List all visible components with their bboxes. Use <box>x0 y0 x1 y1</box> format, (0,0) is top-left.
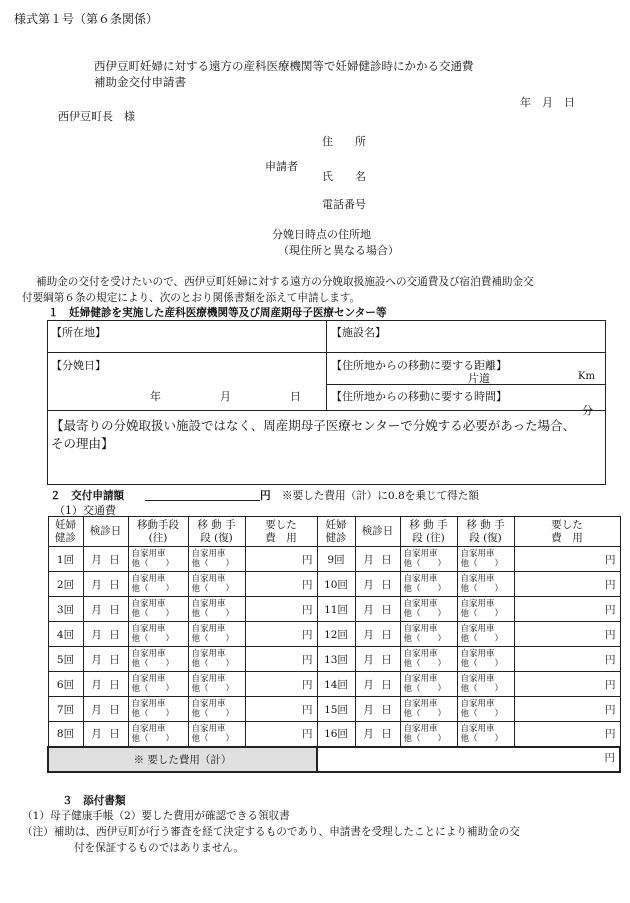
table-row <box>48 572 620 597</box>
mode-return-cell-right[interactable]: 自家用車 他（ ） <box>457 647 514 672</box>
header-cost-right: 要した 費 用 <box>514 517 620 547</box>
minutes-unit[interactable]: 分 <box>582 404 593 417</box>
addressee: 西伊豆町長 様 <box>58 110 135 123</box>
header-mode-out: 移動手段 (往) <box>128 517 188 547</box>
cost-cell-right[interactable]: 円 <box>514 597 620 622</box>
header-date: 検診日 <box>83 517 128 547</box>
table-row <box>48 722 620 747</box>
mode-out-cell-right[interactable]: 自家用車 他（ ） <box>400 547 457 572</box>
header-mode-return-right: 移 動 手 段 (復) <box>457 517 514 547</box>
table-header-row <box>48 517 620 547</box>
cost-cell[interactable]: 円 <box>245 547 317 572</box>
intro-line2: 付要綱第６条の規定により、次のとおり関係書類を添えて申請します。 <box>22 292 361 304</box>
checkup-number: 6回 <box>48 672 83 697</box>
cost-cell-right[interactable]: 円 <box>514 672 620 697</box>
amount-yen: 円 <box>260 490 271 502</box>
mode-out-cell[interactable]: 自家用車 他（ ） <box>128 647 188 672</box>
checkup-date-right[interactable]: 月 日 <box>355 697 400 722</box>
checkup-number: 2回 <box>48 572 83 597</box>
mode-out-cell-right[interactable]: 自家用車 他（ ） <box>400 722 457 747</box>
checkup-number-right: 12回 <box>317 622 355 647</box>
cost-cell[interactable]: 円 <box>245 622 317 647</box>
cost-cell-right[interactable]: 円 <box>514 622 620 647</box>
mode-return-cell[interactable]: 自家用車 他（ ） <box>188 722 245 747</box>
mode-return-cell-right[interactable]: 自家用車 他（ ） <box>457 722 514 747</box>
checkup-date[interactable]: 月 日 <box>83 622 128 647</box>
mode-return-cell-right[interactable]: 自家用車 他（ ） <box>457 697 514 722</box>
total-label: ※ 要した費用（計） <box>48 747 317 772</box>
note-line1: （注）補助は、西伊豆町が行う審査を経て決定するものであり、申請書を受理したことにより補助金の交 <box>22 826 520 838</box>
location-field[interactable]: 【所在地】 <box>51 326 106 339</box>
checkup-number-right: 14回 <box>317 672 355 697</box>
birth-address-label: 分娩日時点の住所地 <box>272 228 371 241</box>
checkup-date-right[interactable]: 月 日 <box>355 622 400 647</box>
table-row <box>48 647 620 672</box>
mode-out-cell-right[interactable]: 自家用車 他（ ） <box>400 572 457 597</box>
checkup-number: 4回 <box>48 622 83 647</box>
checkup-date-right[interactable]: 月 日 <box>355 572 400 597</box>
distance-label: 【住所地からの移動に要する距離】 <box>331 359 507 372</box>
mode-out-cell[interactable]: 自家用車 他（ ） <box>128 622 188 647</box>
cost-cell-right[interactable]: 円 <box>514 647 620 672</box>
section2-heading: ２ 交付申請額 <box>50 490 125 502</box>
one-way-label: 片道 <box>468 372 490 385</box>
checkup-date[interactable]: 月 日 <box>83 597 128 622</box>
section1-heading: １ 妊婦健診を実施した産科医療機関等及び周産期母子医療センター等 <box>48 307 387 319</box>
header-checkup: 妊婦 健診 <box>48 517 83 547</box>
cost-cell[interactable]: 円 <box>245 697 317 722</box>
table-row <box>48 597 620 622</box>
note-line2: 付を保証するものではありません。 <box>74 842 245 854</box>
birth-year-unit[interactable]: 年 <box>150 390 161 403</box>
cost-cell[interactable]: 円 <box>245 722 317 747</box>
mode-return-cell-right[interactable]: 自家用車 他（ ） <box>457 672 514 697</box>
checkup-number-right: 9回 <box>317 547 355 572</box>
birth-date-label: 【分娩日】 <box>51 359 106 372</box>
cost-cell[interactable]: 円 <box>245 672 317 697</box>
header-mode-out-right: 移 動 手 段 (往) <box>400 517 457 547</box>
checkup-date[interactable]: 月 日 <box>83 697 128 722</box>
form-number: 様式第１号（第６条関係） <box>14 12 159 26</box>
amount-note: ※要した費用（計）に0.8を乗じて得た額 <box>282 490 479 502</box>
mode-out-cell-right[interactable]: 自家用車 他（ ） <box>400 697 457 722</box>
mode-out-cell[interactable]: 自家用車 他（ ） <box>128 547 188 572</box>
mode-return-cell-right[interactable]: 自家用車 他（ ） <box>457 622 514 647</box>
table-row <box>48 622 620 647</box>
mode-return-cell[interactable]: 自家用車 他（ ） <box>188 547 245 572</box>
header-cost: 要した 費 用 <box>245 517 317 547</box>
header-checkup-right: 妊婦 健診 <box>317 517 355 547</box>
applicant-address-label: 住 所 <box>322 135 366 148</box>
mode-return-cell-right[interactable]: 自家用車 他（ ） <box>457 597 514 622</box>
mode-out-cell[interactable]: 自家用車 他（ ） <box>128 572 188 597</box>
checkup-number-right: 16回 <box>317 722 355 747</box>
mode-out-cell[interactable]: 自家用車 他（ ） <box>128 697 188 722</box>
checkup-date[interactable]: 月 日 <box>83 572 128 597</box>
km-unit[interactable]: Km <box>578 371 595 382</box>
mode-out-cell-right[interactable]: 自家用車 他（ ） <box>400 672 457 697</box>
checkup-date-right[interactable]: 月 日 <box>355 597 400 622</box>
checkup-number: 3回 <box>48 597 83 622</box>
cost-cell[interactable]: 円 <box>245 572 317 597</box>
mode-return-cell[interactable]: 自家用車 他（ ） <box>188 647 245 672</box>
cost-cell-right[interactable]: 円 <box>514 572 620 597</box>
table-row <box>48 672 620 697</box>
cost-cell-right[interactable]: 円 <box>514 697 620 722</box>
checkup-date-right[interactable]: 月 日 <box>355 547 400 572</box>
checkup-date[interactable]: 月 日 <box>83 647 128 672</box>
mode-out-cell-right[interactable]: 自家用車 他（ ） <box>400 647 457 672</box>
header-mode-return: 移 動 手 段 (復) <box>188 517 245 547</box>
intro-line1: 補助金の交付を受けたいので、西伊豆町妊婦に対する遠方の分娩取扱施設への交通費及び宿泊費補助金交 <box>36 276 534 288</box>
cost-cell-right[interactable]: 円 <box>514 722 620 747</box>
section3-heading: ３ 添付書類 <box>62 795 126 807</box>
checkup-number: 7回 <box>48 697 83 722</box>
cost-cell[interactable]: 円 <box>245 647 317 672</box>
checkup-number: 1回 <box>48 547 83 572</box>
mode-out-cell[interactable]: 自家用車 他（ ） <box>128 597 188 622</box>
checkup-number: 8回 <box>48 722 83 747</box>
title-line2: 補助金交付申請書 <box>94 75 186 89</box>
mode-return-cell-right[interactable]: 自家用車 他（ ） <box>457 572 514 597</box>
checkup-date-right[interactable]: 月 日 <box>355 722 400 747</box>
cost-cell[interactable]: 円 <box>245 597 317 622</box>
table-row <box>48 547 620 572</box>
transport-subheading: （1）交通費 <box>54 504 116 517</box>
checkup-number-right: 10回 <box>317 572 355 597</box>
title-line1: 西伊豆町妊婦に対する遠方の産科医療機関等で妊婦健診時にかかる交通費 <box>94 59 474 73</box>
birth-address-note: （現住所と異なる場合） <box>278 244 399 257</box>
header-date-right: 検診日 <box>355 517 400 547</box>
total-row <box>48 747 620 772</box>
mode-return-cell[interactable]: 自家用車 他（ ） <box>188 672 245 697</box>
applicant-phone-label: 電話番号 <box>322 198 366 211</box>
transport-table <box>47 516 621 773</box>
attachments-list: （1）母子健康手帳（2）要した費用が確認できる領収書 <box>22 810 290 822</box>
checkup-date-right[interactable]: 月 日 <box>355 647 400 672</box>
mode-return-cell[interactable]: 自家用車 他（ ） <box>188 622 245 647</box>
cost-cell-right[interactable]: 円 <box>514 547 620 572</box>
applicant-label: 申請者 <box>265 160 298 173</box>
reason-line1: 【最寄りの分娩取扱い施設ではなく、周産期母子医療センターで分娩する必要があった場合、 <box>51 418 576 433</box>
mode-return-cell[interactable]: 自家用車 他（ ） <box>188 697 245 722</box>
total-cost[interactable]: 円 <box>317 747 620 772</box>
checkup-date-right[interactable]: 月 日 <box>355 672 400 697</box>
birth-month-unit[interactable]: 月 <box>220 390 231 403</box>
checkup-date[interactable]: 月 日 <box>83 547 128 572</box>
mode-out-cell-right[interactable]: 自家用車 他（ ） <box>400 597 457 622</box>
applicant-name-label: 氏 名 <box>322 170 366 183</box>
checkup-date[interactable]: 月 日 <box>83 672 128 697</box>
table-row <box>48 697 620 722</box>
birth-day-unit[interactable]: 日 <box>290 390 301 403</box>
mode-out-cell[interactable]: 自家用車 他（ ） <box>128 722 188 747</box>
reason-line2[interactable]: その理由】 <box>51 436 114 451</box>
checkup-number-right: 13回 <box>317 647 355 672</box>
submission-date[interactable]: 年 月 日 <box>520 96 575 109</box>
amount-line[interactable] <box>145 500 260 501</box>
mode-return-cell[interactable]: 自家用車 他（ ） <box>188 597 245 622</box>
mode-return-cell[interactable]: 自家用車 他（ ） <box>188 572 245 597</box>
mode-out-cell-right[interactable]: 自家用車 他（ ） <box>400 622 457 647</box>
checkup-date[interactable]: 月 日 <box>83 722 128 747</box>
mode-return-cell-right[interactable]: 自家用車 他（ ） <box>457 547 514 572</box>
time-label: 【住所地からの移動に要する時間】 <box>331 390 507 403</box>
facility-field[interactable]: 【施設名】 <box>331 326 386 339</box>
checkup-number-right: 15回 <box>317 697 355 722</box>
checkup-number-right: 11回 <box>317 597 355 622</box>
checkup-number: 5回 <box>48 647 83 672</box>
mode-out-cell[interactable]: 自家用車 他（ ） <box>128 672 188 697</box>
